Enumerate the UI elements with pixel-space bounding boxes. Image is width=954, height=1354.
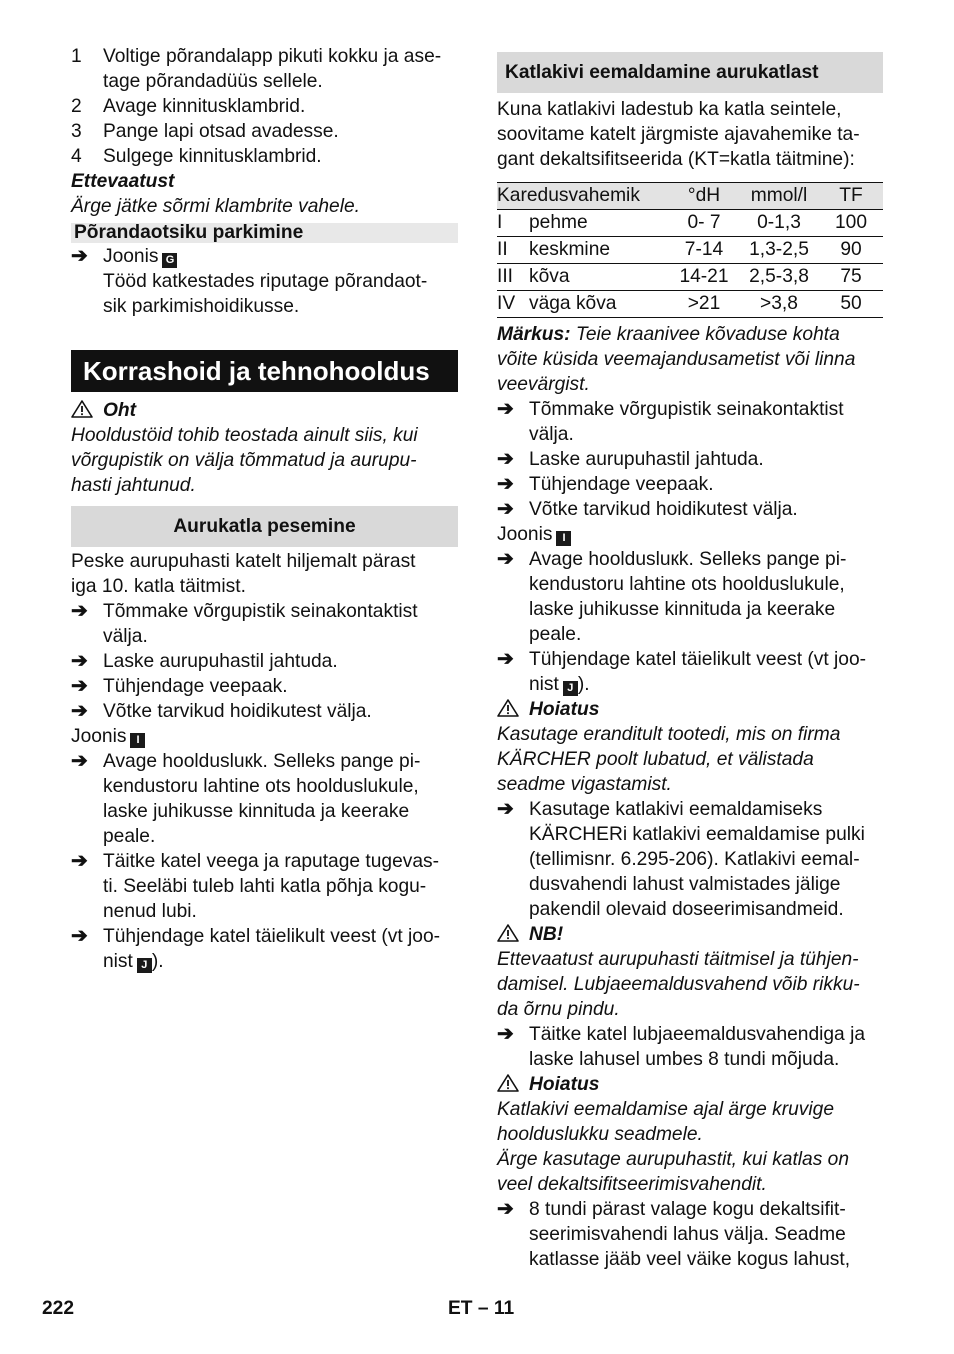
- warning-heading: [497, 1072, 883, 1097]
- table-cell: 14-21: [669, 264, 739, 291]
- instruction-line: Täitke katel lubjaeemaldusvahendiga ja: [529, 1024, 865, 1045]
- parking-heading: Põrandaotsiku parkimine: [71, 223, 458, 243]
- arrow-glyph: ➔: [497, 648, 514, 670]
- paragraph-line: iga 10. katla täitmist.: [71, 576, 246, 597]
- instruction-text: [103, 244, 458, 319]
- water-hardness-table: [497, 182, 883, 318]
- figure-reference: [103, 244, 458, 269]
- instruction-step: [497, 797, 883, 922]
- paragraph-line: gant dekaltsifitseerida (KT=katla täitmine):: [497, 149, 855, 170]
- arrow-right-icon: [497, 447, 529, 472]
- arrow-right-icon: [497, 547, 529, 647]
- column-header: °dH: [669, 183, 739, 210]
- instruction-line: laske juhikusse kinnituda ja keerake: [529, 599, 836, 620]
- instruction-line: Tõmmake võrgupistik seinakontaktist: [529, 399, 844, 420]
- warning-heading: [497, 697, 883, 722]
- instruction-line: laske lahusel umbes 8 tundi mõjuda.: [529, 1049, 840, 1070]
- table-row: [497, 291, 883, 318]
- figure-reference-icon: J: [137, 958, 152, 973]
- instruction-line: 8 tundi pärast valage kogu dekaltsifit-: [529, 1199, 846, 1220]
- instruction-line: Kasutage katlakivi eemaldamiseks: [529, 799, 823, 820]
- numbered-step: [71, 69, 458, 94]
- arrow-right-icon: [497, 472, 529, 497]
- note-text: Teie kraanivee kõvaduse kohta: [570, 324, 840, 345]
- instruction-line: Avage hooldusluкk. Selleks pange pi-: [103, 751, 421, 772]
- instruction-text: [103, 649, 458, 674]
- arrow-right-icon: [497, 647, 529, 697]
- table-cell: 50: [819, 291, 883, 318]
- instruction-line: Tühjendage veepaak.: [529, 474, 714, 495]
- arrow-right-icon: [71, 649, 103, 674]
- arrow-right-icon: [497, 397, 529, 447]
- instruction-step: [71, 649, 458, 674]
- arrow-glyph: ➔: [497, 798, 514, 820]
- arrow-glyph: ➔: [497, 473, 514, 495]
- numbered-step: [71, 94, 458, 119]
- numbered-step: [71, 44, 458, 69]
- instruction-text: [103, 599, 458, 649]
- table-row: [497, 264, 883, 291]
- instruction-step: [497, 447, 883, 472]
- figure-reference-icon: I: [556, 531, 571, 546]
- main-section-heading: Korrashoid ja tehnohooldus: [71, 350, 458, 392]
- arrow-glyph: ➔: [71, 600, 88, 622]
- instruction-line: peale.: [103, 826, 156, 847]
- table-cell: 0-1,3: [739, 210, 819, 237]
- table-cell: I: [497, 210, 529, 237]
- warning-title: NB!: [529, 924, 564, 945]
- arrow-right-icon: [71, 849, 103, 924]
- warning-text: Kasutage eranditult tootedi, mis on firma: [497, 724, 841, 745]
- instruction-step: [497, 397, 883, 447]
- instruction-text: [529, 1022, 883, 1072]
- table-cell: 1,3-2,5: [739, 237, 819, 264]
- warning-title: Oht: [103, 400, 137, 421]
- instruction-text: [529, 397, 883, 447]
- step-number: [71, 69, 103, 94]
- arrow-glyph: ➔: [497, 448, 514, 470]
- instruction-line: Tühjendage veepaak.: [103, 676, 288, 697]
- instruction-line: [103, 949, 458, 974]
- instruction-text: [529, 497, 883, 522]
- step-text: Voltige põrandalapp pikuti kokku ja ase-: [103, 46, 442, 67]
- instruction-step-figure: [71, 244, 458, 319]
- nb-heading: [497, 922, 883, 947]
- instruction-text: [103, 749, 458, 849]
- arrow-right-icon: [497, 797, 529, 922]
- warning-title: Hoiatus: [529, 1074, 600, 1095]
- figure-reference: [497, 522, 883, 547]
- instruction-text: [529, 447, 883, 472]
- arrow-right-icon: [497, 1022, 529, 1072]
- arrow-glyph: ➔: [497, 1023, 514, 1045]
- instruction-line: laske juhikusse kinnituda ja keerake: [103, 801, 410, 822]
- instruction-fragment: nist: [529, 674, 559, 695]
- instruction-fragment: ).: [577, 674, 590, 695]
- note-text: võite küsida veemajandusametist või linna: [497, 349, 856, 370]
- nb-text: Ettevaatust aurupuhasti täitmisel ja tühjen-: [497, 949, 859, 970]
- warning-text: KÄRCHER poolt lubatud, et välistada: [497, 749, 814, 770]
- instruction-line: Võtke tarvikud hoidikutest välja.: [529, 499, 798, 520]
- instruction-line: peale.: [529, 624, 582, 645]
- step-number: 3: [71, 121, 82, 142]
- figure-reference-icon: G: [162, 253, 177, 268]
- note-text: veevärgist.: [497, 374, 590, 395]
- left-column: [71, 44, 458, 974]
- instruction-line: Võtke tarvikud hoidikutest välja.: [103, 701, 372, 722]
- instruction-step-drain: [497, 647, 883, 697]
- instruction-line: välja.: [529, 424, 574, 445]
- table-cell: III: [497, 264, 529, 291]
- table-cell: 0- 7: [669, 210, 739, 237]
- instruction-line: Tööd katkestades riputage põrandaot-: [103, 271, 428, 292]
- step-text: Avage kinnitusklambrid.: [103, 96, 306, 117]
- instruction-step: [71, 849, 458, 924]
- instruction-text: [103, 699, 458, 724]
- column-header: mmol/l: [739, 183, 819, 210]
- page-section-label: ET – 11: [448, 1298, 515, 1319]
- instruction-line: Laske aurupuhastil jahtuda.: [103, 651, 338, 672]
- instruction-step: [71, 599, 458, 649]
- numbered-step: [71, 119, 458, 144]
- arrow-glyph: ➔: [497, 548, 514, 570]
- paragraph-line: Kuna katlakivi ladestub ka katla seintele,: [497, 99, 842, 120]
- table-cell: II: [497, 237, 529, 264]
- instruction-line: dusvahendi lahust valmistades jälige: [529, 874, 841, 895]
- arrow-glyph: ➔: [497, 1198, 514, 1220]
- paragraph-line: soovitame katelt järgmiste ajavahemike ta-: [497, 124, 860, 145]
- step-number: 2: [71, 96, 82, 117]
- instruction-line: Tühjendage katel täielikult veest (vt joo-: [529, 649, 867, 670]
- numbered-step: [71, 144, 458, 169]
- table-header-row: [497, 183, 883, 210]
- instruction-line: Tõmmake võrgupistik seinakontaktist: [103, 601, 418, 622]
- table-cell: pehme: [529, 210, 669, 237]
- column-header: TF: [819, 183, 883, 210]
- instruction-step: [497, 1197, 883, 1272]
- arrow-right-icon: [497, 497, 529, 522]
- instruction-line: Tühjendage katel täielikult veest (vt joo-: [103, 926, 441, 947]
- arrow-right-icon: [71, 749, 103, 849]
- figure-reference-icon: J: [563, 681, 578, 696]
- instruction-text: [103, 674, 458, 699]
- table-cell: 90: [819, 237, 883, 264]
- instruction-text: [103, 924, 458, 974]
- arrow-glyph: ➔: [71, 925, 88, 947]
- arrow-right-icon: [71, 699, 103, 724]
- table-cell: 7-14: [669, 237, 739, 264]
- page-number: 222: [42, 1298, 75, 1319]
- warning-triangle-icon: [71, 400, 93, 418]
- arrow-glyph: ➔: [497, 398, 514, 420]
- instruction-text: [103, 849, 458, 924]
- figure-reference: [71, 724, 458, 749]
- instruction-step-drain: [71, 924, 458, 974]
- instruction-line: KÄRCHERi katlakivi eemaldamise pulki: [529, 824, 865, 845]
- paragraph-line: Peske aurupuhasti katelt hiljemalt pärast: [71, 551, 416, 572]
- table-cell: >3,8: [739, 291, 819, 318]
- instruction-line: pakendil olevaid doseerimisandmeid.: [529, 899, 844, 920]
- instruction-line: ti. Seeläbi tuleb lahti katla põhja kogu-: [103, 876, 427, 897]
- figure-label: Joonis: [497, 524, 553, 545]
- step-number: 1: [71, 46, 82, 67]
- instruction-step: [497, 547, 883, 647]
- instruction-line: Avage hooldusluкk. Selleks pange pi-: [529, 549, 847, 570]
- arrow-glyph: ➔: [497, 498, 514, 520]
- instruction-text: [529, 472, 883, 497]
- warning-text: Ärge kasutage aurupuhastit, kui katlas on: [497, 1149, 849, 1170]
- arrow-glyph: ➔: [71, 850, 88, 872]
- note-label: Märkus:: [497, 324, 571, 345]
- column-header: Karedusvahemik: [497, 183, 669, 210]
- table-cell: >21: [669, 291, 739, 318]
- table-row: [497, 237, 883, 264]
- arrow-glyph: ➔: [71, 700, 88, 722]
- instruction-line: Laske aurupuhastil jahtuda.: [529, 449, 764, 470]
- arrow-right-icon: [71, 674, 103, 699]
- danger-heading: [71, 398, 458, 423]
- warning-triangle-icon: [497, 699, 519, 717]
- instruction-line: välja.: [103, 626, 148, 647]
- step-text: Sulgege kinnitusklambrid.: [103, 146, 322, 167]
- danger-text: hasti jahtunud.: [71, 475, 196, 496]
- instruction-line: kendustoru lahtine ots hoolduslukule,: [529, 574, 845, 595]
- caution-title: Ettevaatust: [71, 171, 175, 192]
- danger-text: võrgupistik on välja tõmmatud ja aurupu-: [71, 450, 417, 471]
- step-text: tage põrandadüüs sellele.: [103, 71, 323, 92]
- warning-title: Hoiatus: [529, 699, 600, 720]
- figure-label: Joonis: [71, 726, 127, 747]
- instruction-line: katlasse jääb veel väike kogus lahust,: [529, 1249, 851, 1270]
- arrow-right-icon: [497, 1197, 529, 1272]
- instruction-text: [529, 547, 883, 647]
- instruction-step: [497, 497, 883, 522]
- figure-label: Joonis: [103, 246, 159, 267]
- danger-text: Hooldustöid tohib teostada ainult siis, kui: [71, 425, 418, 446]
- instruction-text: [529, 647, 883, 697]
- table-row: [497, 210, 883, 237]
- step-number: 4: [71, 146, 82, 167]
- instruction-line: [529, 672, 883, 697]
- instruction-step: [71, 749, 458, 849]
- instruction-step: [497, 1022, 883, 1072]
- step-text: Pange lapi otsad avadesse.: [103, 121, 339, 142]
- arrow-glyph: ➔: [71, 650, 88, 672]
- instruction-text: [529, 797, 883, 922]
- instruction-step: [71, 699, 458, 724]
- section-heading-descaling: Katlakivi eemaldamine aurukatlast: [497, 52, 883, 93]
- instruction-fragment: nist: [103, 951, 133, 972]
- table-cell: 100: [819, 210, 883, 237]
- nb-text: da õrnu pindu.: [497, 999, 620, 1020]
- table-cell: 75: [819, 264, 883, 291]
- instruction-text: [529, 1197, 883, 1272]
- right-column: [497, 52, 883, 1272]
- section-heading-boiler-wash: Aurukatla pesemine: [71, 506, 458, 547]
- instruction-line: sik parkimishoidikusse.: [103, 296, 300, 317]
- arrow-right-icon: [71, 924, 103, 974]
- warning-text: Katlakivi eemaldamise ajal ärge kruvige: [497, 1099, 835, 1120]
- warning-text: hoolduslukku seadmele.: [497, 1124, 703, 1145]
- instruction-line: kendustoru lahtine ots hoolduslukule,: [103, 776, 419, 797]
- instruction-line: seerimisvahendi lahus välja. Seadme: [529, 1224, 846, 1245]
- warning-triangle-icon: [497, 924, 519, 942]
- arrow-glyph: ➔: [71, 750, 88, 772]
- instruction-line: (tellimisnr. 6.295-206). Katlakivi eemal-: [529, 849, 860, 870]
- table-cell: keskmine: [529, 237, 669, 264]
- table-cell: kõva: [529, 264, 669, 291]
- table-cell: IV: [497, 291, 529, 318]
- instruction-line: nenud lubi.: [103, 901, 197, 922]
- figure-reference-icon: I: [130, 733, 145, 748]
- arrow-right-icon: [71, 599, 103, 649]
- instruction-step: [497, 472, 883, 497]
- instruction-fragment: ).: [151, 951, 164, 972]
- instruction-step: [71, 674, 458, 699]
- warning-triangle-icon: [497, 1074, 519, 1092]
- note-paragraph: [497, 322, 883, 347]
- arrow-glyph: ➔: [71, 675, 88, 697]
- instruction-line: Täitke katel veega ja raputage tugevas-: [103, 851, 439, 872]
- arrow-glyph: ➔: [71, 245, 88, 267]
- nb-text: damisel. Lubjaeemaldusvahend võib rikku-: [497, 974, 860, 995]
- table-cell: 2,5-3,8: [739, 264, 819, 291]
- warning-text: veel dekaltsifitseerimisvahendit.: [497, 1174, 767, 1195]
- caution-text: Ärge jätke sõrmi klambrite vahele.: [71, 196, 360, 217]
- arrow-right-icon: [71, 244, 103, 319]
- table-cell: väga kõva: [529, 291, 669, 318]
- warning-text: seadme vigastamist.: [497, 774, 672, 795]
